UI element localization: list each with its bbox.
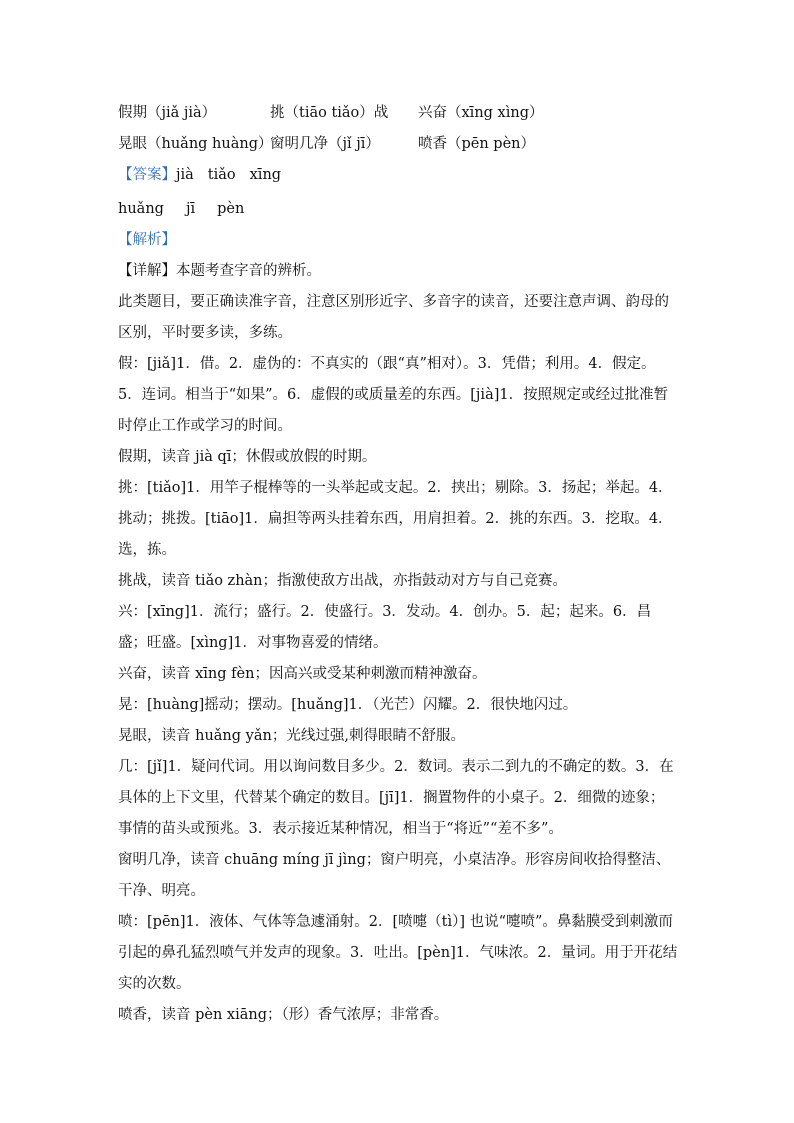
analysis-paragraph: 喷香，读音 pèn xiāng；（形）香气浓厚；非常香。 [118,1007,449,1023]
answer-item: pèn [217,201,245,217]
answer-item: huǎng [118,201,164,217]
analysis-paragraph: 假期，读音 jià qī；休假或放假的时期。 [118,449,377,465]
analysis-paragraph: 兴奋，读音 xīng fèn；因高兴或受某种刺激而精神激奋。 [118,666,487,682]
analysis-paragraph: 窗明几净，读音 chuāng míng jī jìng；窗户明亮，小桌洁净。形容房间收拾得整洁、干净、明亮。 [118,852,671,899]
analysis-paragraph: 假：[jiǎ]1．借。2．虚伪的：不真实的（跟“真”相对）。3．凭借；利用。4．假定。5．连词。相当于“如果”。6．虚假的或质量差的东西。[jià]1．按照规定或经过批准暂时停止工作或学习的时间。 [118,356,669,434]
answer-item: jī [185,201,196,217]
question-item: 喷香（pēn pèn） [418,136,536,152]
analysis-paragraph: 几：[jǐ]1．疑问代词。用以询问数目多少。2．数词。表示二到九的不确定的数。3．在具体的上下文里，代替某个确定的数目。[jī]1．搁置物件的小桌子。2．细微的迹象；事情的苗头或预兆。3．表示接近某种情况，相当于“将近”“差不多”。 [118,759,674,837]
analysis-paragraph: 挑战，读音 tiǎo zhàn；指激使敌方出战，亦指鼓动对方与自己竞赛。 [118,573,568,589]
answer-item: tiǎo [207,167,236,183]
analysis-paragraph: 晃：[huàng]摇动；摆动。[huǎng]1．（光芒）闪耀。2．很快地闪过。 [118,697,578,713]
analysis-paragraph: 晃眼，读音 huǎng yǎn；光线过强,刺得眼睛不舒服。 [118,728,465,744]
answer-tag: 【答案】 [118,167,176,183]
question-item: 假期（jiǎ jià） [118,105,217,121]
detail-text: 本题考查字音的辨析。 [176,263,321,279]
analysis-paragraph: 喷：[pēn]1．液体、气体等急遽涌射。2．[喷嚏（tì）] 也说“嚏喷”。鼻黏膜受到刺激而引起的鼻孔猛烈喷气并发声的现象。3．吐出。[pèn]1．气味浓。2．量词。用于开花结实的次数。 [118,914,678,992]
answer-line-2 [118,194,678,225]
analysis-paragraph: 兴：[xīng]1．流行；盛行。2．使盛行。3．发动。4．创办。5．起；起来。6．昌盛；旺盛。[xìng]1．对事物喜爱的情绪。 [118,604,652,651]
analysis-paragraph: 此类题目，要正确读准字音，注意区别形近字、多音字的读音，还要注意声调、韵母的区别，平时要多读，多练。 [118,294,669,341]
analysis-heading [118,225,678,256]
detail-line [118,256,678,287]
answer-line-1 [118,160,678,191]
question-item: 窗明几净（jǐ jī） [270,136,380,152]
document-content [118,98,678,1031]
detail-tag: 【详解】 [118,263,176,279]
analysis-tag: 【解析】 [118,232,176,248]
answer-item: xīng [249,167,282,183]
analysis-paragraph: 挑：[tiǎo]1．用竿子棍棒等的一头举起或支起。2．挟出；剔除。3．扬起；举起。4．挑动；挑拨。[tiāo]1．扁担等两头挂着东西，用肩担着。2．挑的东西。3．挖取。4．选，拣。 [118,480,673,558]
answer-item: jià [176,167,194,183]
question-item: 晃眼（huǎng huàng） [118,136,273,152]
question-item: 挑（tiāo tiǎo）战 [270,105,389,121]
question-item: 兴奋（xīng xìng） [418,105,544,121]
question-row-1 [118,98,678,129]
question-row-2 [118,129,678,160]
